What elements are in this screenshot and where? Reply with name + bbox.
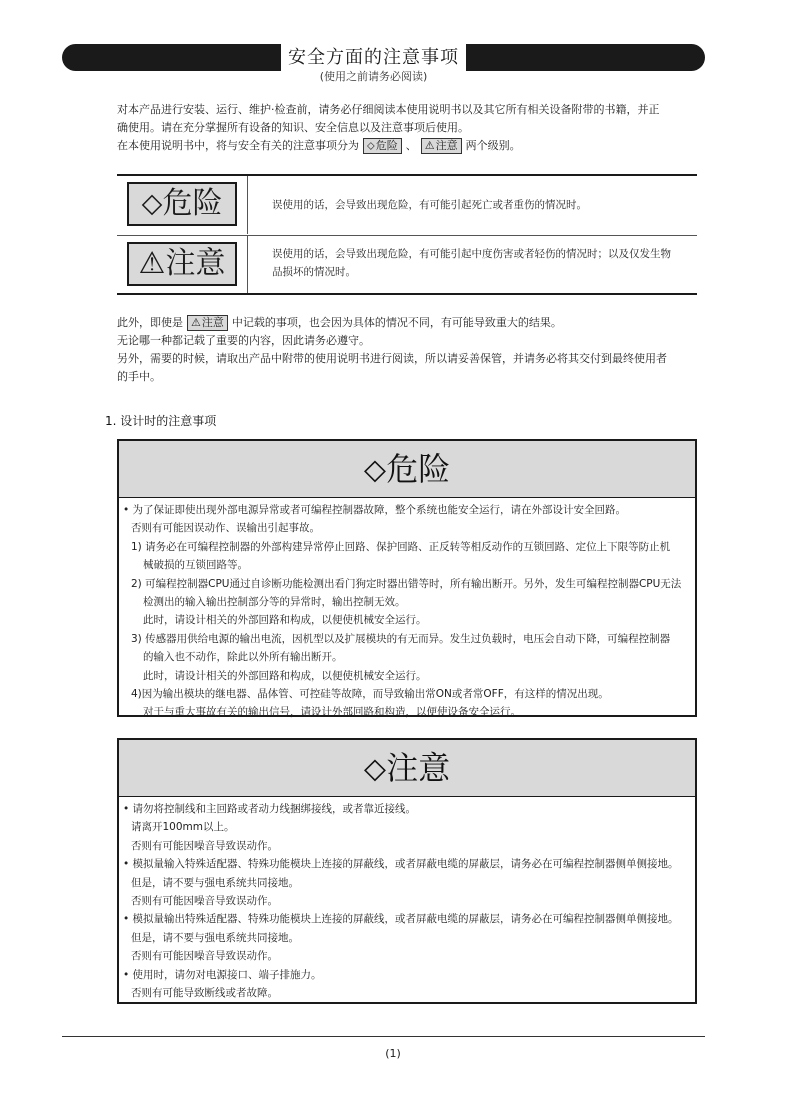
body-line: 的输入也不动作，除此以外所有输出断开。 [143, 651, 343, 664]
danger-diamond-icon: ⬦ [367, 139, 375, 152]
body-line: 对于与重大事故有关的输出信号，请设计外部回路和构造，以便使设备安全运行。 [143, 706, 521, 719]
note-line-1: 此外，即使是 ⚠注意 中记载的事项，也会因为具体的情况不同，有可能导致重大的结果。 [117, 316, 562, 329]
body-line: 此时，请设计相关的外部回路和构成，以便使机械安全运行。 [143, 669, 427, 682]
caution-level-box: ⚠注意 [127, 242, 237, 286]
body-line: 但是，请不要与强电系统共同接地。 [131, 931, 299, 944]
body-line: 2) 可编程控制器CPU通过自诊断功能检测出看门狗定时器出错等时，所有输出断开。另外，发生可编程控制器CPU无法 [131, 577, 682, 590]
warning-triangle-icon: ⚠ [424, 139, 435, 152]
body-line: 检测出的输入输出控制部分等的异常时，输出控制无效。 [143, 596, 406, 609]
design-caution-box [117, 738, 697, 1004]
body-line: 否则有可能因噪音导致误动作。 [131, 950, 278, 963]
danger-box-body [119, 498, 695, 722]
caution-box-body [119, 797, 695, 1002]
danger-diamond-icon: ⬦ [363, 450, 387, 488]
body-line: • 使用时，请勿对电源接口、端子排施力。 [123, 968, 322, 981]
danger-diamond-icon: ⬦ [141, 186, 163, 221]
intro-line-3 [117, 137, 521, 155]
danger-level-description: 误使用的话，会导致出现危险，有可能引起死亡或者重伤的情况时。 [272, 199, 587, 211]
caution-box-header: ⬦注意 [119, 740, 695, 797]
warning-triangle-icon: ⚠ [191, 316, 201, 329]
inline-danger-tag: ⬦危险 [363, 138, 402, 154]
body-line: • 模拟量输入特殊适配器、特殊功能模块上连接的屏蔽线，或者屏蔽电缆的屏蔽层，请务必在可编程控制器侧单侧接地。 [123, 858, 679, 871]
intro-line-3-b: 两个级别。 [465, 139, 521, 152]
body-line: • 请勿将控制线和主回路或者动力线捆绑接线，或者靠近接线。 [123, 803, 417, 815]
body-line: 否则有可能因误动作、误输出引起事故。 [131, 522, 320, 535]
design-danger-box [117, 439, 697, 717]
body-line: 但是，请不要与强电系统共同接地。 [131, 876, 299, 889]
body-line: 械破损的互锁回路等。 [143, 559, 248, 572]
page-title: 安全方面的注意事项 [281, 44, 466, 71]
danger-level-box: ⬦危险 [127, 182, 237, 226]
inline-caution-tag: ⚠注意 [421, 138, 462, 154]
footer-rule [62, 1036, 705, 1037]
intro-line-3-a: 在本使用说明书中，将与安全有关的注意事项分为 [117, 139, 359, 152]
note-line-4: 的手中。 [117, 370, 161, 383]
body-line: 此时，请设计相关的外部回路和构成，以便使机械安全运行。 [143, 614, 427, 627]
warning-triangle-icon: ⚠ [138, 246, 166, 281]
danger-box-header: ⬦危险 [119, 441, 695, 498]
danger-level-row [117, 176, 697, 234]
body-line: 4)因为输出模块的继电器、晶体管、可控硅等故障，而导致输出常ON或者常OFF，有这样的情况出现。 [131, 688, 609, 701]
caution-diamond-icon: ⬦ [363, 749, 387, 787]
body-line: 1) 请务必在可编程控制器的外部构建异常停止回路、保护回路、正反转等相反动作的互锁回路、定位上下限等防止机 [131, 540, 671, 553]
caution-level-description: 误使用的话，会导致出现危险，有可能引起中度伤害或者轻伤的情况时；以及仅发生物 品损坏的情况时。 [272, 248, 671, 278]
note-line-2: 无论哪一种都记载了重要的内容，因此请务必遵守。 [117, 334, 370, 347]
body-line: 否则有可能导致断线或者故障。 [131, 987, 278, 1000]
page-subtitle: (使用之前请务必阅读) [319, 70, 428, 83]
intro-sep: 、 [405, 139, 417, 152]
body-line: 否则有可能因噪音导致误动作。 [131, 839, 278, 852]
body-line: 否则有可能因噪音导致误动作。 [131, 895, 278, 908]
intro-line-1: 对本产品进行安装、运行、维护·检查前，请务必仔细阅读本使用说明书以及其它所有相关设备附带的书籍，并正 [117, 103, 660, 116]
body-line: • 模拟量输出特殊适配器、特殊功能模块上连接的屏蔽线，或者屏蔽电缆的屏蔽层，请务必在可编程控制器侧单侧接地。 [123, 913, 679, 926]
body-line: 请离开100mm以上。 [131, 821, 235, 834]
section-heading: 1. 设计时的注意事项 [105, 414, 217, 428]
note-line-3: 另外，需要的时候，请取出产品中附带的使用说明书进行阅读，所以请妥善保管，并请务必将其交付到最终使用者 [117, 352, 667, 365]
caution-level-row [117, 235, 697, 293]
intro-line-2: 确使用。请在充分掌握所有设备的知识、安全信息以及注意事项后使用。 [117, 121, 469, 134]
body-line: 3) 传感器用供给电源的输出电流，因机型以及扩展模块的有无而异。发生过负载时，电压会自动下降，可编程控制器 [131, 632, 671, 645]
inline-caution-tag: ⚠注意 [187, 315, 228, 331]
body-line: • 为了保证即使出现外部电源异常或者可编程控制器故障，整个系统也能安全运行，请在外部设计安全回路。 [123, 504, 627, 516]
safety-level-table [117, 174, 697, 295]
page-number: (1) [385, 1047, 401, 1060]
